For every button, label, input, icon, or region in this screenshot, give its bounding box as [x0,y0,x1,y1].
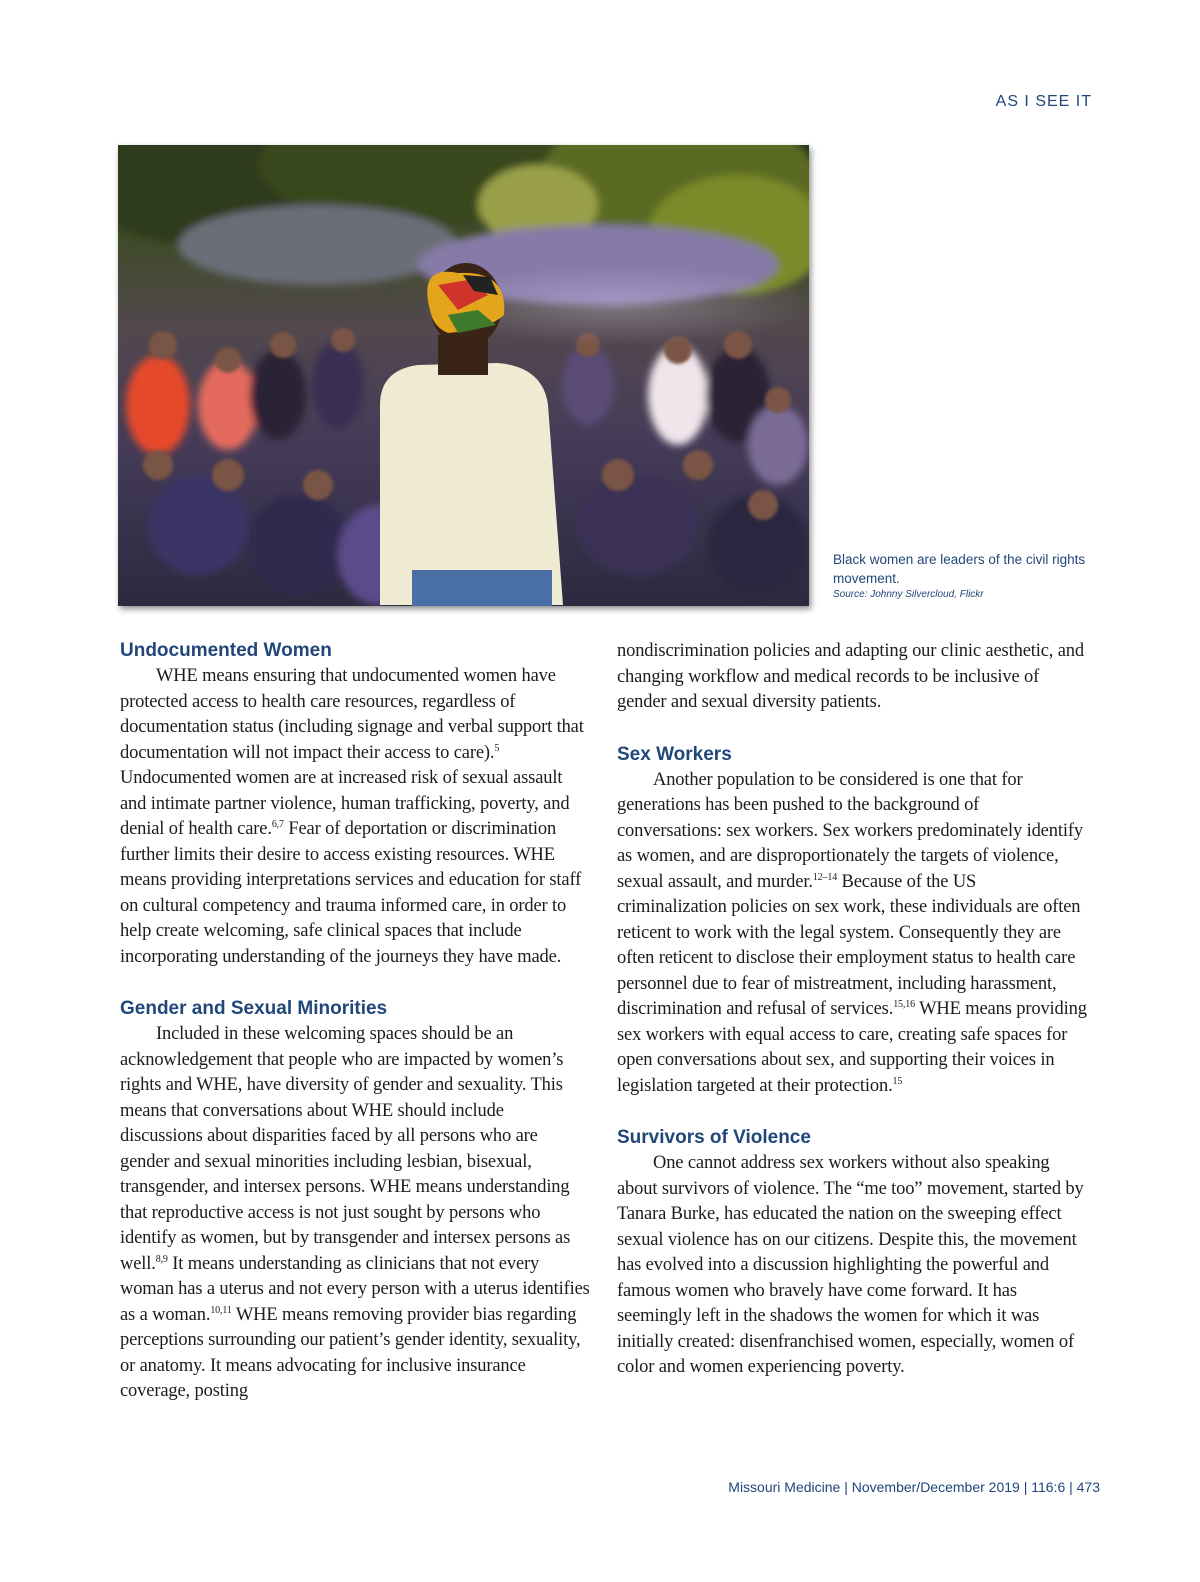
section-heading-survivors-of-violence: Survivors of Violence [617,1127,811,1148]
rally-photo [118,145,809,606]
paragraph-gender-sexual-minorities: Included in these welcoming spaces should be an acknowledgement that people who are impacted by women’s rights and WHE, have diversity of gender and sexuality. This means that conversations about WHE should include discussions about disparities faced by all persons who are gender and sexual minorities including lesbian, bisexual, transgender, and intersex persons. WHE means understanding that reproductive access is not just sought by persons who identify as women, but by transgender and intersex persons as well.$^{8,9}$ It means understanding as clinicians that not every woman has a uterus and not every person with a uterus identifies as a woman.$^{10,11}$ WHE means removing provider bias regarding perceptions surrounding our patient’s gender identity, sexuality, or anatomy. It means advocating for inclusive insurance coverage, posting [120,1024,590,1401]
running-head: AS I SEE IT [995,93,1092,110]
reference-marker: 8,9 [155,1253,168,1265]
page-footer: Missouri Medicine | November/December 2019 | 116:6 | 473 [728,1479,1100,1495]
section-heading-gender-sexual-minorities: Gender and Sexual Minorities [120,998,388,1019]
reference-marker: 10,11 [210,1304,232,1316]
paragraph-continued: nondiscrimination policies and adapting our clinic aesthetic, and changing workflow and medical records to be inclusive of gender and sexual diversity patients. [617,641,1085,712]
caption-source: Source: Johnny Silvercloud, Flickr [833,589,984,600]
reference-marker: 15 [892,1075,903,1087]
reference-marker: 12–14 [812,871,838,883]
reference-marker: 6,7 [271,819,284,830]
paragraph-survivors-of-violence: One cannot address sex workers without also speaking about survivors of violence. The “me too” movement, started by Tanara Burke, has educated the nation on the sweeping effect sexual violence has on our citizens. Despite this, the movement has evolved into a discussion highlighting the powerful and famous women who bravely have come forward. It has seemingly left in the shadows the women for which it was initially created: disenfranchised women, especially, women of color and women experiencing poverty. [617,1153,1084,1377]
rally-photo-illustration [118,145,809,606]
paragraph-sex-workers: Another population to be considered is one that for generations has been pushed to the background of conversations: sex workers. Sex workers predominately identify as women, and are disproportionately the targets of violence, sexual assault, and murder.$^{12-14}$ Because of the US criminalization policies on sex work, these individuals are often reticent to work with the legal system. Consequently they are often reticent to disclose their employment status to health care personnel due to fear of mistreatment, including harassment, discrimination and refusal of services.$^{15,16}$ WHE means providing sex workers with equal access to care, creating safe spaces for open conversations about sex, and supporting their voices in legislation targeted at their protection.$^{15}$ [617,769,1087,1096]
reference-marker: 15,16 [893,999,915,1010]
photo-caption [833,550,1093,602]
reference-marker: 5 [494,742,500,754]
left-column [120,638,590,1405]
section-heading-sex-workers: Sex Workers [617,743,732,765]
section-heading-undocumented-women: Undocumented Women [120,640,332,661]
paragraph-undocumented-women: WHE means ensuring that undocumented women have protected access to health care resources, regardless of documentation status (including signage and verbal support that documentation will not impact their access to care).$^5$ Undocumented women are at increased risk of sexual assault and intimate partner violence, human trafficking, poverty, and denial of health care.$^{6,7}$ Fear of deportation or discrimination further limits their desire to access existing resources. WHE means providing interpretations services and education for staff on cultural competency and trauma informed care, in order to help create welcoming, safe clinical spaces that include incorporating understanding of the journeys they have made. [120,666,584,967]
right-column [617,638,1087,1381]
caption-text: Black women are leaders of the civil rights movement. [833,552,1086,586]
